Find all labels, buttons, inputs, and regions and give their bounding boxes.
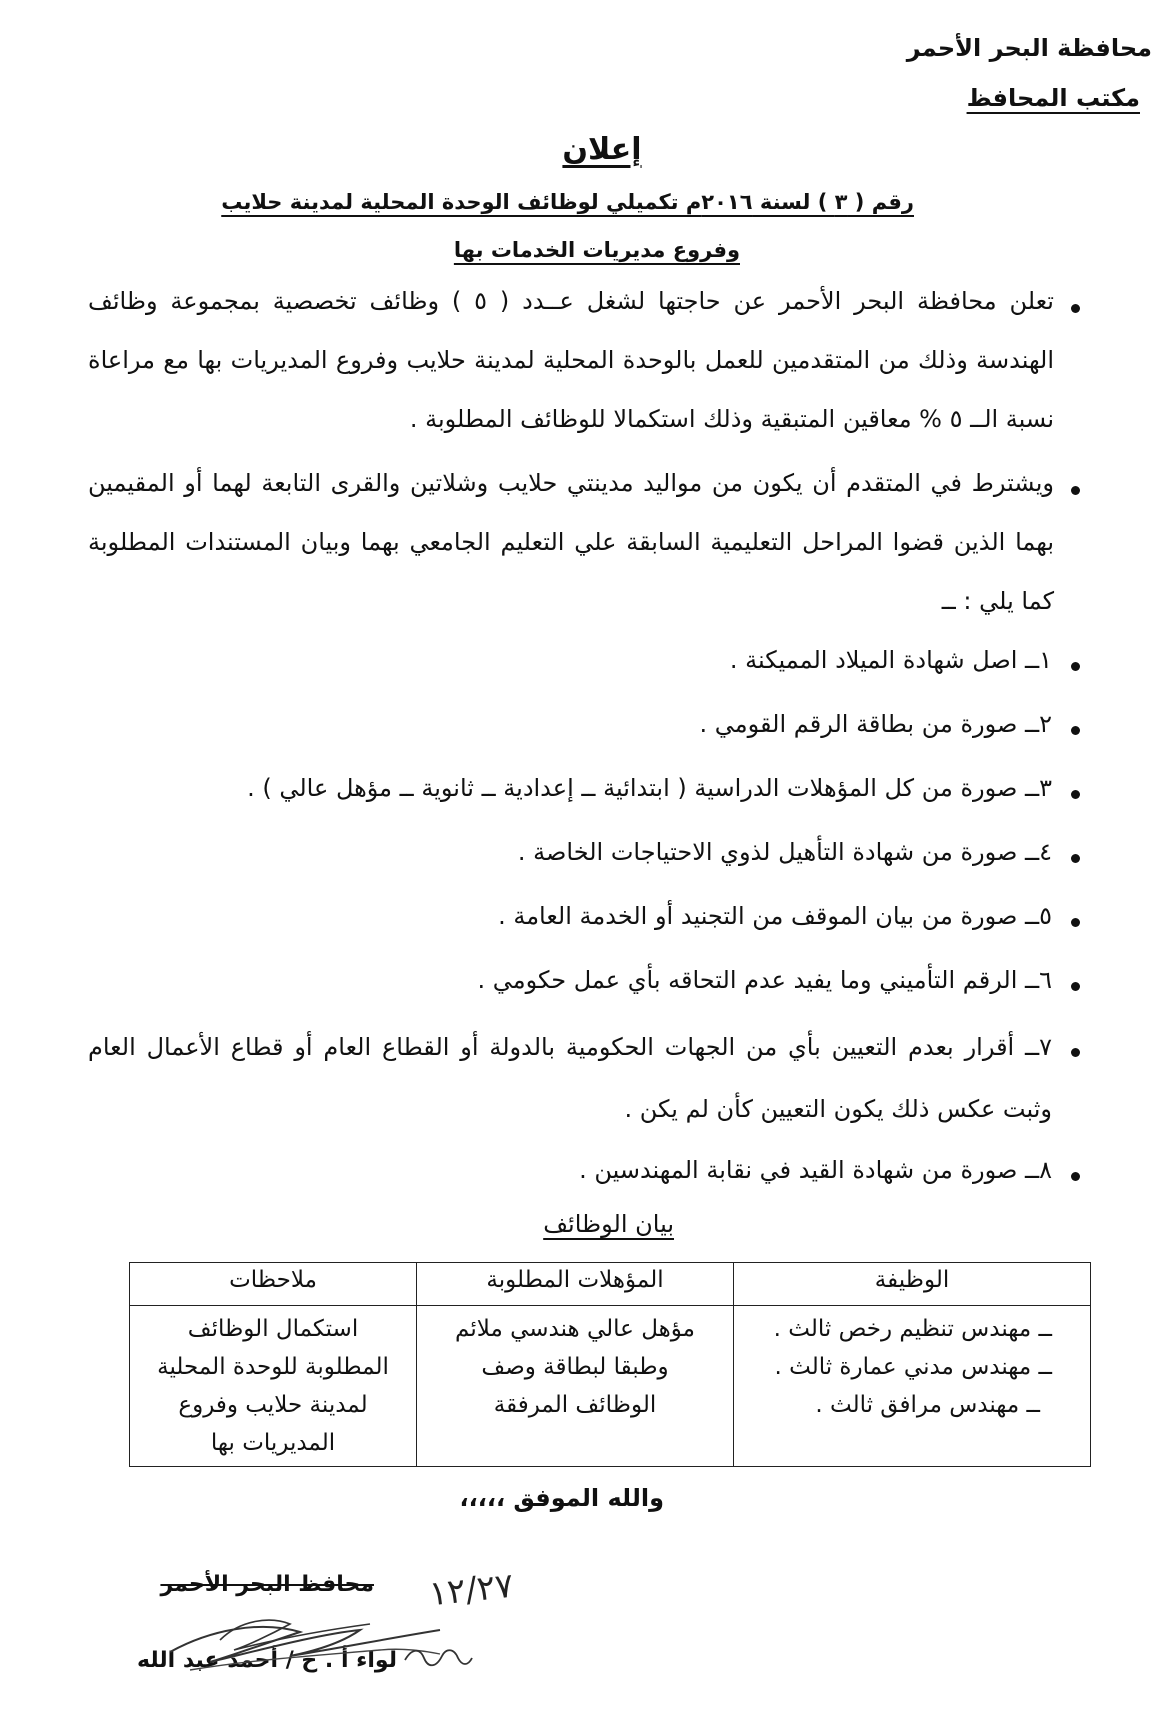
document-item: ٥ــ صورة من بيان الموقف من التجنيد أو الخدمة العامة .	[498, 902, 1052, 930]
handwritten-date: ١٢/٢٧	[427, 1565, 516, 1615]
job-title: ــ مهندس مدني عمارة ثالث .	[774, 1354, 1052, 1380]
bullet	[1071, 304, 1080, 313]
bullet	[1071, 662, 1080, 671]
job-title: ــ مهندس مرافق ثالث .	[815, 1392, 1040, 1418]
jobs-section-title: بيان الوظائف	[543, 1210, 674, 1238]
bullet	[1071, 1172, 1080, 1181]
document-item: ٣ــ صورة من كل المؤهلات الدراسية ( ابتدائية ــ إعدادية ــ ثانوية ــ مؤهل عالي ) .	[247, 774, 1052, 802]
column-header-qualifications: المؤهلات المطلوبة	[417, 1263, 734, 1306]
handwritten-signature	[150, 1590, 490, 1690]
qualification-line: مؤهل عالي هندسي ملائم	[455, 1316, 695, 1342]
bullet	[1071, 982, 1080, 991]
office-name: مكتب المحافظ	[966, 84, 1140, 112]
signatory-name: لواء أ . ح / أحمد عبد الله	[137, 1648, 397, 1673]
signatory-title: محافظ البحر الأحمر	[160, 1572, 374, 1597]
document-item: ٨ــ صورة من شهادة القيد في نقابة المهندسين .	[579, 1156, 1052, 1184]
title-wrap	[0, 132, 1164, 167]
column-header-notes: ملاحظات	[130, 1263, 417, 1306]
bullet	[1071, 486, 1080, 495]
bullet	[1071, 1048, 1080, 1057]
note-line: لمدينة حلايب وفروع	[178, 1392, 368, 1418]
document-item: ١ــ اصل شهادة الميلاد المميكنة .	[729, 646, 1052, 674]
jobs-section-title-wrap	[543, 1210, 674, 1238]
subtitle-line-1: رقم ( ٣ ) لسنة ٢٠١٦م تكميلي لوظائف الوحدة المحلية لمدينة حلايب	[221, 190, 914, 214]
bullet	[1071, 918, 1080, 927]
note-line: المطلوبة للوحدة المحلية	[157, 1354, 389, 1380]
table-row	[130, 1306, 1091, 1467]
job-titles-cell	[734, 1306, 1091, 1467]
qualification-line: وطبقا لبطاقة وصف	[481, 1354, 669, 1380]
document-item: ٢ــ صورة من بطاقة الرقم القومي .	[699, 710, 1052, 738]
document-item: ٦ــ الرقم التأميني وما يفيد عدم التحاقه بأي عمل حكومي .	[477, 966, 1052, 994]
governorate-name: محافظة البحر الأحمر	[906, 34, 1152, 62]
notes-cell	[130, 1306, 417, 1467]
jobs-table	[129, 1262, 1091, 1467]
document-item: ٤ــ صورة من شهادة التأهيل لذوي الاحتياجات الخاصة .	[517, 838, 1052, 866]
job-title: ــ مهندس تنظيم رخص ثالث .	[773, 1316, 1052, 1342]
note-line: المديريات بها	[210, 1430, 336, 1456]
table-header-row	[130, 1263, 1091, 1306]
bullet	[1071, 854, 1080, 863]
intro-paragraph-1: تعلن محافظة البحر الأحمر عن حاجتها لشغل عــدد ( ٥ ) وظائف تخصصية بمجموعة وظائف الهندسة وذلك من المتقدمين للعمل بالوحدة المحلية لمدينة حلايب وفروع المديريات بها مع مراعاة نسبة الــ ٥ % معاقين المتبقية وذلك استكمالا للوظائف المطلوبة .	[88, 287, 1054, 433]
note-line: استكمال الوظائف	[187, 1316, 359, 1342]
closing-phrase: والله الموفق ،،،،،	[459, 1484, 664, 1512]
column-header-job: الوظيفة	[734, 1263, 1091, 1306]
qualification-line: الوظائف المرفقة	[493, 1392, 657, 1418]
bullet	[1071, 726, 1080, 735]
document-item: ٧ــ أقرار بعدم التعيين بأي من الجهات الحكومية بالدولة أو القطاع العام أو قطاع الأعمال العام وثبت عكس ذلك يكون التعيين كأن لم يكن .	[88, 1033, 1052, 1123]
announcement-title: إعلان	[562, 132, 642, 167]
subtitle-line-2: وفروع مديريات الخدمات بها	[453, 238, 740, 262]
intro-paragraph-2: ويشترط في المتقدم أن يكون من مواليد مدينتي حلايب وشلاتين والقرى التابعة لهما أو المقيمين بهما الذين قضوا المراحل التعليمية السابقة علي التعليم الجامعي بهما وبيان المستندات المطلوبة كما يلي : ــ	[88, 469, 1054, 615]
qualifications-cell	[417, 1306, 734, 1467]
bullet	[1071, 790, 1080, 799]
